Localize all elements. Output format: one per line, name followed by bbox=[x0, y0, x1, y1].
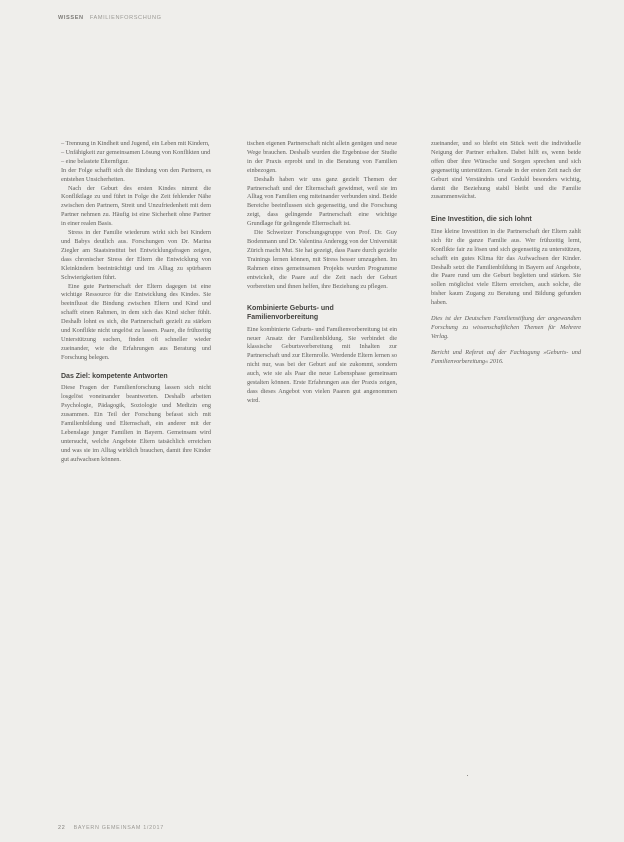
paragraph: In der Folge schafft sich die Bindung von den Partnern, es entstehen Unsicherheiten. bbox=[61, 166, 211, 183]
source-note: Dies ist der Deutschen Familienstiftung der angewandten Forschung zu wissenschaftlichen Themen für Mehrere Verlag. bbox=[431, 315, 581, 340]
scan-speck bbox=[467, 775, 468, 776]
bullet-list bbox=[61, 140, 211, 167]
running-header bbox=[58, 15, 162, 21]
text-column-3 bbox=[431, 140, 581, 367]
bullet-item: – Trennung in Kindheit und Jugend, ein Leben mit Kindern, bbox=[61, 140, 211, 149]
paragraph: zueinander, und so bleibt ein Stück weit die individuelle Neigung der Partner erhalten. Dabei hilft es, wenn beide offen über ihre Wünsche und Sorgen sprechen und sich gegenseitig unterstützen. Gerade in der ersten Zeit nach der Geburt sind Verständnis und Geduld besonders wichtig, damit die Beziehung stabil bleibt und die Familie zusammenwächst. bbox=[431, 140, 581, 201]
bullet-item: – Unfähigkeit zur gemeinsamen Lösung von Konflikten und bbox=[61, 149, 211, 158]
paragraph: Die Schweizer Forschungsgruppe von Prof. Dr. Guy Bodenmann und Dr. Valentina Anderegg von der Universität Zürich macht Mut. Sie hat gezeigt, dass Paare durch gezielte Trainings lernen können, mit Stress besser umzugehen. Im Rahmen eines gemeinsamen Projekts wurden Programme entwickelt, die Paare auf die Zeit nach der Geburt vorbereiten und ihnen helfen, ihre Beziehung zu pflegen. bbox=[247, 229, 397, 290]
footer-title: BAYERN GEMEINSAM 1/2017 bbox=[73, 825, 164, 831]
paragraph: Stress in der Familie wiederum wirkt sich bei Kindern und Babys deutlich aus. Forschungen von Dr. Marina Ziegler am Staatsinstitut bei Entwicklungsfragen zeigen, dass chronischer Stress der Eltern die Entwicklung von Kleinkindern beeinträchtigt und im Alltag zu spürbaren Schwierigkeiten führt. bbox=[61, 229, 211, 281]
page-footer bbox=[58, 825, 164, 831]
header-section: WISSEN bbox=[58, 15, 84, 21]
bullet-item: – eine belastete Elternfigur. bbox=[61, 158, 211, 167]
paragraph: Eine kleine Investition in die Partnerschaft der Eltern zahlt sich für die ganze Familie aus. Wer frühzeitig lernt, Konflikte fair zu lösen und sich gegenseitig zu unterstützen, schafft ein gutes Klima für das Aufwachsen der Kinder. Deshalb setzt die Familienbildung in Bayern auf Angebote, die Paare rund um die Geburt begleiten und stärken. Sie sollen möglichst viele Eltern erreichen, auch solche, die bisher kaum Zugang zu Beratung und Bildung gefunden haben. bbox=[431, 227, 581, 307]
paragraph: Deshalb haben wir uns ganz gezielt Themen der Partnerschaft und der Elternschaft gewidmet, weil sie im Alltag von Familien eng miteinander verbunden sind. Beide Bereiche beeinflussen sich gegenseitig, und die Forschung zeigt, dass gelingende Partnerschaft eine wichtige Grundlage für gelingende Elternschaft ist. bbox=[247, 175, 397, 228]
paragraph: Diese Fragen der Familienforschung lassen sich nicht losgelöst voneinander beantworten. Deshalb arbeiten Psychologie, Pädagogik, Soziologie und Medizin eng zusammen. Ein Teil der Forschung befasst sich mit Familienbildung und Elternschaft, ein anderer mit der Lebenslage junger Familien in Bayern. Gemeinsam wird untersucht, welche Angebote Eltern tatsächlich erreichen und was sie im Alltag wirklich brauchen, damit ihre Kinder gut aufwachsen können. bbox=[61, 384, 211, 463]
section-heading: Eine Investition, die sich lohnt bbox=[431, 216, 532, 224]
paragraph: Eine gute Partnerschaft der Eltern dagegen ist eine wichtige Ressource für die Entwicklung des Kindes. Sie beeinflusst die Bindung zwischen Eltern und Kind und schafft einen Rahmen, in dem sich das Kind sicher fühlt. Deshalb lohnt es sich, die Partnerschaft gezielt zu stärken und Konflikte nicht ungelöst zu lassen. Paare, die frühzeitig Unterstützung suchen, finden oft schneller wieder zueinander, wie die Erfahrungen aus Beratung und Forschung belegen. bbox=[61, 282, 211, 361]
section-heading: Kombinierte Geburts- und Familienvorbereitung bbox=[247, 305, 334, 321]
paragraph: Nach der Geburt des ersten Kindes nimmt die Konfliktlage zu und führt in Folge die Zeit fehlender Nähe zwischen den Partnern, Streit und Unzufriedenheit mit dem Partner nehmen zu. Häufig ist eine Sicherheit ohne Partner in einer realen Basis. bbox=[61, 184, 211, 228]
paragraph: tischen eigenen Partnerschaft nicht allein genügen und neue Wege brauchen. Deshalb wurden die Ergebnisse der Studie in der Praxis erprobt und in die Beratung von Familien einbezogen. bbox=[247, 140, 397, 174]
header-title: FAMILIENFORSCHUNG bbox=[89, 15, 162, 21]
page-number: 22 bbox=[58, 825, 66, 831]
section-heading: Das Ziel: kompetente Antworten bbox=[61, 372, 168, 380]
text-column-1 bbox=[61, 140, 211, 464]
text-column-2 bbox=[247, 140, 397, 406]
source-note: Bericht und Referat auf der Fachtagung »Geburts- und Familienvorbereitung« 2016. bbox=[431, 348, 581, 365]
paragraph: Eine kombinierte Geburts- und Familienvorbereitung ist ein neuer Ansatz der Familienbildung. Sie verbindet die klassische Geburtsvorbereitung mit Inhalten zur Partnerschaft und zur Elternrolle. Werdende Eltern lernen so nicht nur, was bei der Geburt auf sie zukommt, sondern auch, wie sie als Paar die neue Lebensphase gemeinsam gestalten können. Erste Erfahrungen aus der Praxis zeigen, dass dieses Angebot von vielen Paaren gut angenommen wird. bbox=[247, 325, 397, 404]
